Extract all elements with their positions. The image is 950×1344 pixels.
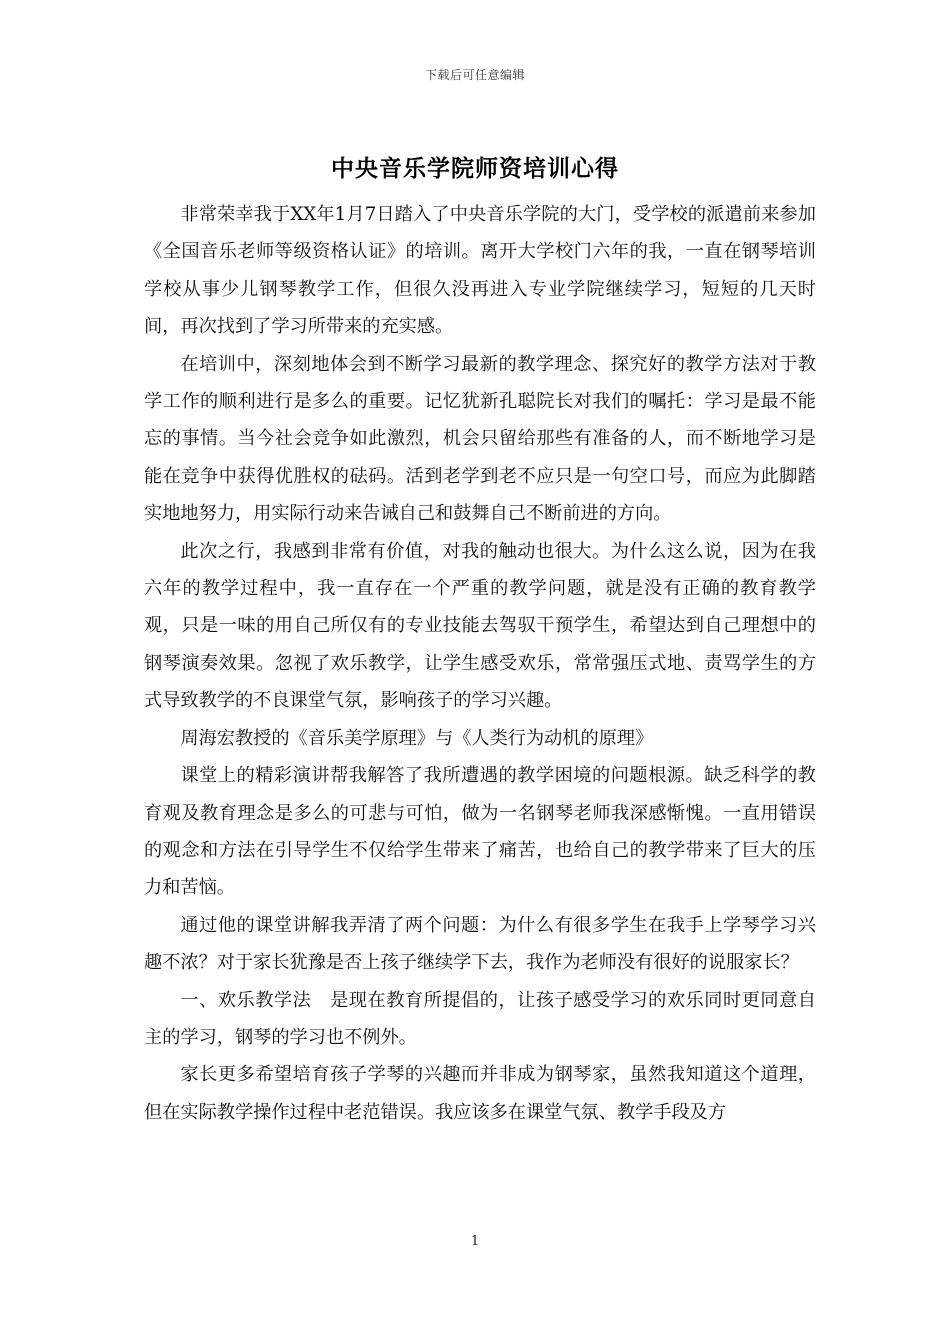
header-note: 下载后可任意编辑 (424, 68, 525, 82)
document-body (144, 196, 816, 1131)
paragraph: 通过他的课堂讲解我弄清了两个问题：为什么有很多学生在我手上学琴学习兴趣不浓？对于家长犹豫是否上孩子继续学下去，我作为老师没有很好的说服家长？ (144, 914, 816, 974)
paragraph: 在培训中，深刻地体会到不断学习最新的教学理念、探究好的教学方法对于教学工作的顺利进行是多么的重要。记忆犹新孔聪院长对我们的嘱托：学习是最不能忘的事情。当今社会竞争如此激烈，机会只留给那些有准备的人，而不断地学习是能在竞争中获得优胜权的砝码。活到老学到老不应只是一句空口号，而应为此脚踏实地地努力，用实际行动来告诫自己和鼓舞自己不断前进的方向。 (144, 353, 816, 525)
page-number: 1 (470, 1234, 480, 1249)
paragraph: 此次之行，我感到非常有价值，对我的触动也很大。为什么这么说，因为在我六年的教学过程中，我一直存在一个严重的教学问题，就是没有正确的教育教学观，只是一味的用自己所仅有的专业技能去驾驭干预学生，希望达到自己理想中的钢琴演奏效果。忽视了欢乐教学，让学生感受欢乐，常常强压式地、责骂学生的方式导致教学的不良课堂气氛，影响孩子的学习兴趣。 (144, 540, 816, 712)
paragraph: 一、欢乐教学法 是现在教育所提倡的，让孩子感受学习的欢乐同时更同意自主的学习，钢琴的学习也不例外。 (144, 989, 816, 1048)
paragraph: 周海宏教授的《音乐美学原理》与《人类行为动机的原理》 (180, 727, 654, 749)
paragraph: 课堂上的精彩演讲帮我解答了我所遭遇的教学困境的问题根源。缺乏科学的教育观及教育理念是多么的可悲与可怕，做为一名钢琴老师我深感惭愧。一直用错误的观念和方法在引导学生不仅给学生带来了痛苦，也给自己的教学带来了巨大的压力和苦恼。 (144, 765, 816, 899)
paragraph: 非常荣幸我于XX年1月7日踏入了中央音乐学院的大门，受学校的派遣前来参加《全国音乐老师等级资格认证》的培训。离开大学校门六年的我，一直在钢琴培训学校从事少儿钢琴教学工作，但很久没再进入专业学院继续学习，短短的几天时间，再次找到了学习所带来的充实感。 (144, 204, 816, 338)
paragraph: 家长更多希望培育孩子学琴的兴趣而并非成为钢琴家，虽然我知道这个道理，但在实际教学操作过程中老范错误。我应该多在课堂气氛、教学手段及方 (144, 1064, 816, 1123)
document-title: 中央音乐学院师资培训心得 (331, 155, 619, 182)
